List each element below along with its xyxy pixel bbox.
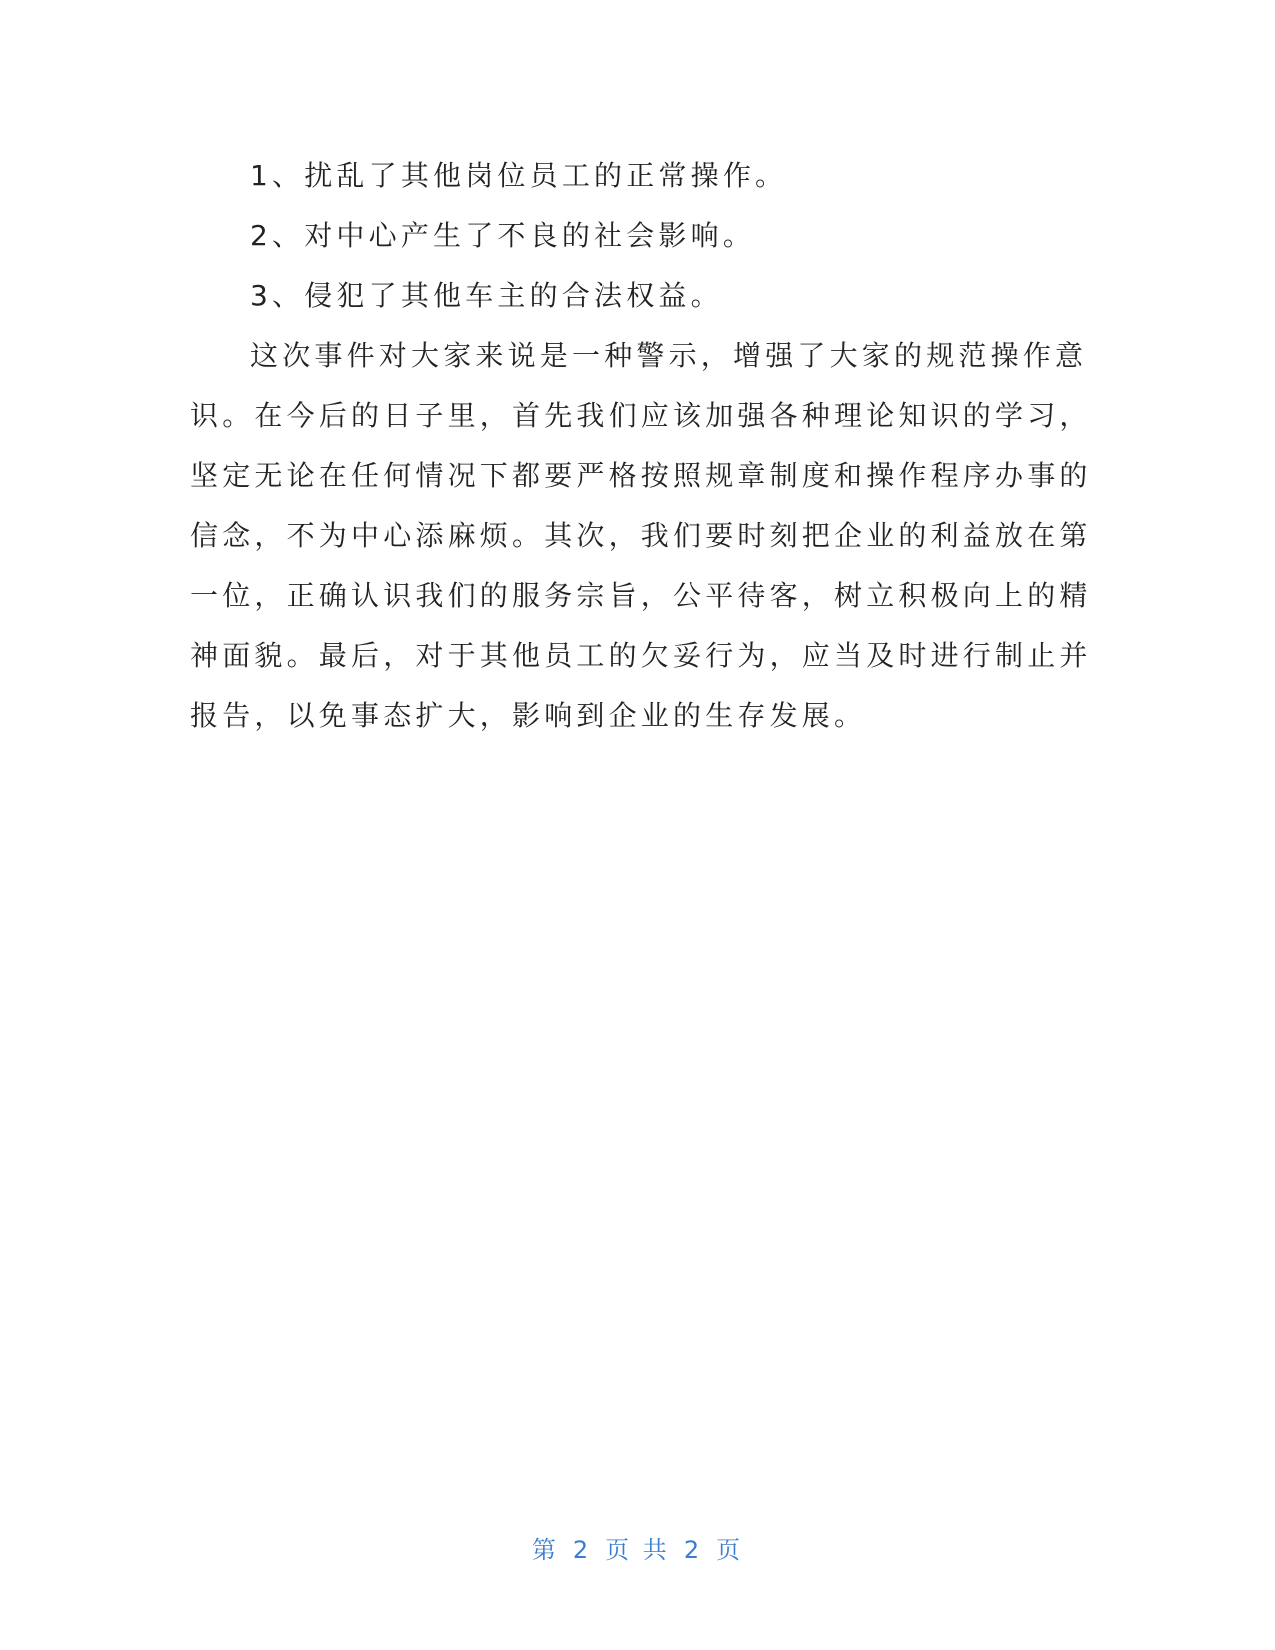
paragraph-line: 神面貌。最后，对于其他员工的欠妥行为，应当及时进行制止并 [190,639,1092,672]
page-label-prefix: 第 [531,1536,559,1564]
paragraph-line: 报告，以免事态扩大，影响到企业的生存发展。 [190,699,867,732]
paragraph-line: 信念，不为中心添麻烦。其次，我们要时刻把企业的利益放在第 [190,519,1092,552]
list-item: 3、侵犯了其他车主的合法权益。 [250,279,723,312]
list-item: 1、扰乱了其他岗位员工的正常操作。 [250,159,788,192]
page-label-suffix: 页 [716,1536,744,1564]
paragraph-line: 这次事件对大家来说是一种警示，增强了大家的规范操作意 [250,339,1088,372]
page-footer [0,1534,1275,1566]
total-pages-number: 2 [683,1536,703,1564]
paragraph-line: 识。在今后的日子里，首先我们应该加强各种理论知识的学习， [190,399,1092,432]
document-body [190,146,1092,746]
current-page-number: 2 [572,1536,592,1564]
page-label-mid: 页 共 [605,1536,670,1564]
paragraph-line: 一位，正确认识我们的服务宗旨，公平待客，树立积极向上的精 [190,579,1092,612]
list-item: 2、对中心产生了不良的社会影响。 [250,219,756,252]
paragraph-line: 坚定无论在任何情况下都要严格按照规章制度和操作程序办事的 [190,459,1092,492]
